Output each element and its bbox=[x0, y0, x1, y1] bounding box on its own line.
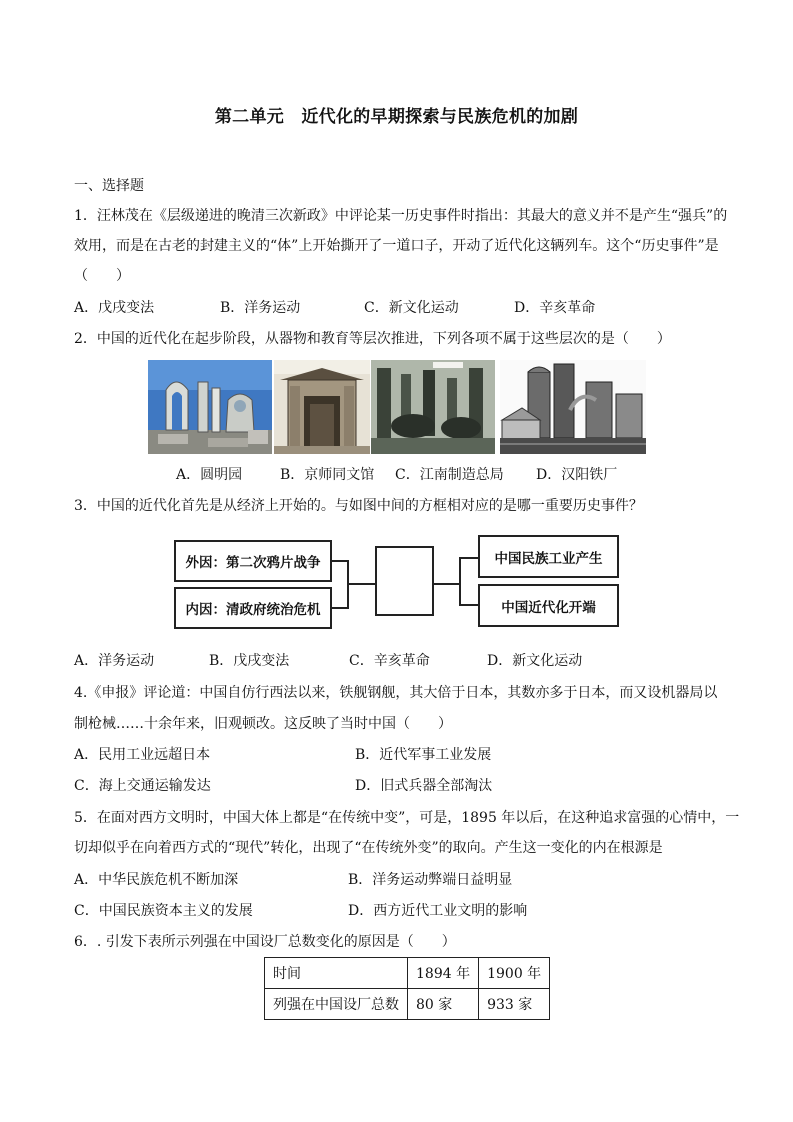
q2-stem: 2．中国的近代化在起步阶段，从器物和教育等层次推进，下列各项不属于这些层次的是（ ） bbox=[74, 331, 671, 347]
q5-stem-line-1: 5．在面对西方文明时，中国大体上都是“在传统中变”，可是，1895 年以后，在这种追求富强的心情中，一 bbox=[74, 810, 740, 826]
q4-option-b: B．近代军事工业发展 bbox=[355, 747, 492, 763]
table-row bbox=[265, 958, 550, 989]
page-title: 第二单元 近代化的早期探索与民族危机的加剧 bbox=[214, 107, 579, 127]
q3-option-b: B．戊戌变法 bbox=[209, 653, 290, 669]
connector-line bbox=[347, 583, 376, 585]
q5-option-c: C．中国民族资本主义的发展 bbox=[74, 903, 253, 919]
q1-option-a: A．戊戌变法 bbox=[74, 300, 155, 316]
connector-line bbox=[459, 557, 479, 559]
table-header-cell: 1894 年 bbox=[408, 958, 479, 989]
q1-option-d: D．辛亥革命 bbox=[514, 300, 596, 316]
q2-option-c: C．江南制造总局 bbox=[395, 467, 504, 483]
q4-option-d: D．旧式兵器全部淘汰 bbox=[355, 778, 493, 794]
q4-option-c: C．海上交通运输发达 bbox=[74, 778, 211, 794]
diagram-box-external-cause: 外因：第二次鸦片战争 bbox=[174, 540, 332, 582]
q3-option-c: C．辛亥革命 bbox=[349, 653, 430, 669]
q1-option-c: C．新文化运动 bbox=[364, 300, 459, 316]
q3-option-a: A．洋务运动 bbox=[74, 653, 155, 669]
q2-option-a: A．圆明园 bbox=[176, 467, 243, 483]
q4-stem-line-2: 制枪械……十余年来，旧观顿改。这反映了当时中国（ ） bbox=[74, 716, 452, 732]
q3-stem: 3．中国的近代化首先是从经济上开始的。与如图中间的方框相对应的是哪一重要历史事件？ bbox=[74, 498, 643, 514]
table-header-cell: 时间 bbox=[265, 958, 408, 989]
q5-option-b: B．洋务运动弊端日益明显 bbox=[348, 872, 513, 888]
q1-stem-line-1: 1．汪林茂在《层级递进的晚清三次新政》中评论某一历史事件时指出：其最大的意义并不是产生“强兵”的 bbox=[74, 208, 728, 224]
q1-option-b: B．洋务运动 bbox=[220, 300, 301, 316]
q5-option-d: D．西方近代工业文明的影响 bbox=[348, 903, 528, 919]
jiangnan-arsenal-photo bbox=[371, 360, 495, 454]
q2-option-b: B．京师同文馆 bbox=[280, 467, 375, 483]
hanyang-ironworks-photo bbox=[500, 360, 646, 454]
diagram-box-internal-cause: 内因：清政府统治危机 bbox=[174, 587, 332, 629]
connector-line bbox=[332, 560, 348, 562]
q4-stem-line-1: 4.《申报》评论道：中国自仿行西法以来，铁舰钢舰，其大倍于日本，其数亦多于日本，而又设机器局以 bbox=[74, 685, 718, 701]
tongwenguan-photo bbox=[274, 360, 370, 454]
q5-stem-line-2: 切却似乎在向着西方式的“现代”转化，出现了“在传统外变”的取向。产生这一变化的内在根源是 bbox=[74, 840, 663, 856]
diagram-box-modernization-start: 中国近代化开端 bbox=[478, 584, 619, 627]
q6-stem: 6．. 引发下表所示列强在中国设厂总数变化的原因是（ ） bbox=[74, 934, 456, 950]
connector-line bbox=[459, 557, 461, 606]
connector-line bbox=[332, 607, 348, 609]
table-header-cell: 1900 年 bbox=[479, 958, 550, 989]
q4-option-a: A．民用工业远超日本 bbox=[74, 747, 211, 763]
q5-option-a: A．中华民族危机不断加深 bbox=[74, 872, 239, 888]
table-cell: 933 家 bbox=[479, 989, 550, 1020]
table-row bbox=[265, 989, 550, 1020]
q2-option-d: D．汉阳铁厂 bbox=[536, 467, 618, 483]
section-heading: 一、选择题 bbox=[74, 178, 144, 194]
factory-count-table bbox=[264, 957, 550, 1020]
yuanmingyuan-photo bbox=[148, 360, 272, 454]
table-cell: 列强在中国设厂总数 bbox=[265, 989, 408, 1020]
connector-line bbox=[459, 604, 479, 606]
diagram-box-national-industry: 中国民族工业产生 bbox=[478, 535, 619, 578]
diagram-box-blank-answer bbox=[375, 546, 434, 616]
q1-stem-line-3: （ ） bbox=[74, 268, 130, 284]
q1-stem-line-2: 效用，而是在古老的封建主义的“体”上开始撕开了一道口子，开动了近代化这辆列车。这个“历史事件”是 bbox=[74, 238, 719, 254]
table-cell: 80 家 bbox=[408, 989, 479, 1020]
q3-option-d: D．新文化运动 bbox=[487, 653, 583, 669]
connector-line bbox=[434, 583, 460, 585]
